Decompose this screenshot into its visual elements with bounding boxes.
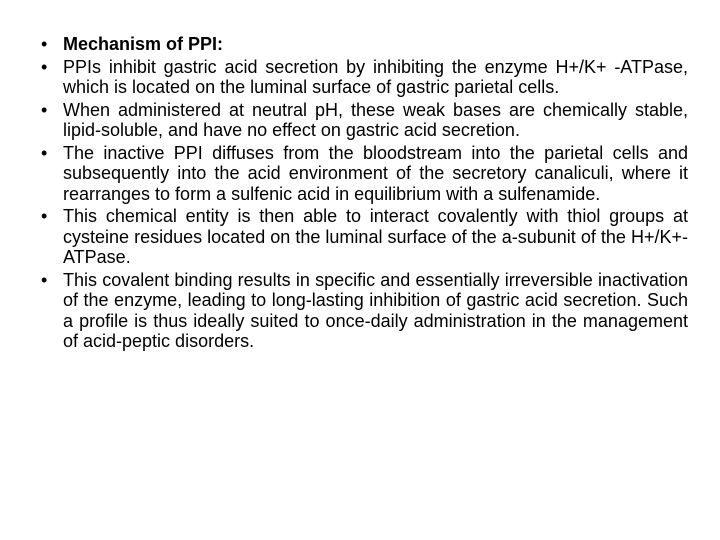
slide-heading: Mechanism of PPI:	[63, 34, 224, 54]
bullet-icon: •	[41, 269, 48, 290]
bullet-list	[40, 34, 688, 354]
bullet-icon: •	[41, 206, 48, 226]
bullet-item	[40, 100, 688, 141]
bullet-text: This covalent binding results in specific and essentially irreversible inactivation of the enzyme, leading to long-lasting inhibition of gastric acid secretion. Such a profile is thus ideally suited to once-daily administration in the management of acid-peptic disorders.	[63, 269, 688, 351]
bullet-item	[40, 270, 688, 352]
bullet-icon: •	[41, 56, 48, 77]
bullet-text: The inactive PPI diffuses from the bloodstream into the parietal cells and subsequently into the acid environment of the secretory canaliculi, where it rearranges to form a sulfenic acid in equilibrium with a sulfenamide.	[63, 142, 688, 204]
bullet-icon: •	[41, 99, 48, 120]
bullet-text: When administered at neutral pH, these weak bases are chemically stable, lipid-soluble, and have no effect on gastric acid secretion.	[63, 99, 688, 140]
bullet-item	[40, 143, 688, 205]
bullet-item	[40, 57, 688, 98]
bullet-item	[40, 206, 688, 268]
bullet-icon: •	[41, 34, 48, 54]
bullet-text: This chemical entity is then able to interact covalently with thiol groups at cysteine residues located on the luminal surface of the a-subunit of the H+/K+-ATPase.	[63, 206, 688, 267]
bullet-item-heading	[40, 34, 688, 55]
bullet-text: PPIs inhibit gastric acid secretion by inhibiting the enzyme H+/K+ -ATPase, which is located on the luminal surface of gastric parietal cells.	[63, 56, 688, 97]
bullet-icon: •	[41, 142, 48, 163]
